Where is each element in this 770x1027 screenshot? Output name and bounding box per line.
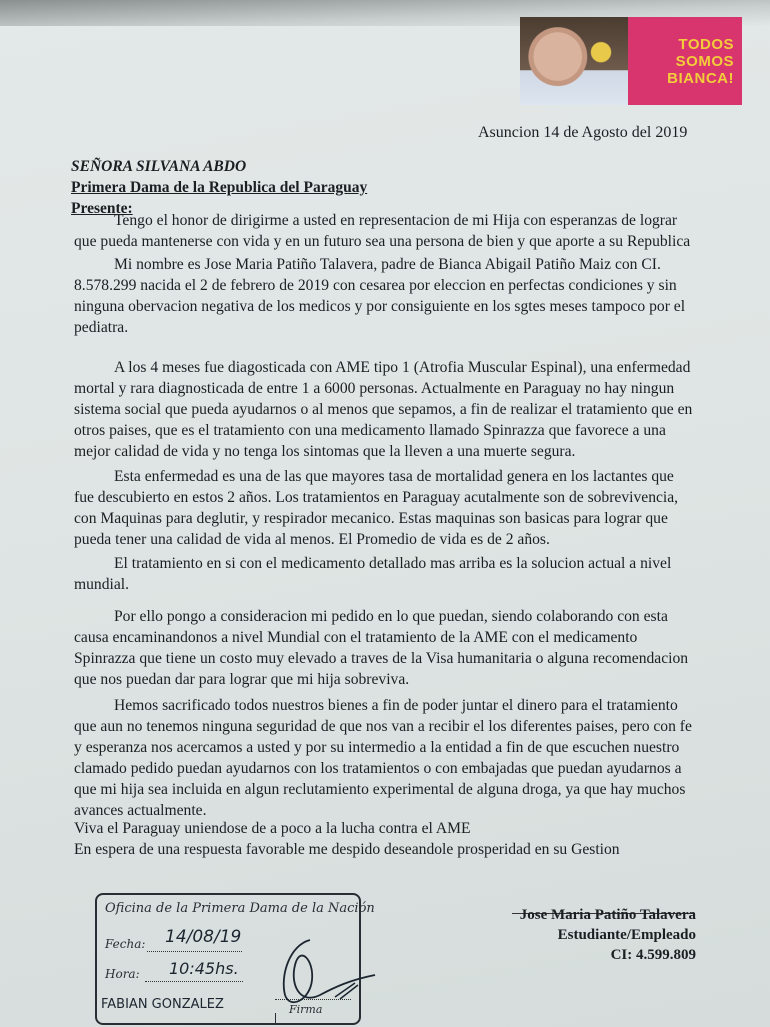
text-line: En espera de una respuesta favorable me despido deseandole prosperidad en su Gestion: [74, 841, 620, 858]
stamp-hora-value: 10:45hs.: [169, 959, 239, 978]
signer-name: Jose Maria Patiño Talavera: [519, 907, 696, 923]
stamp-hora-label: Hora:: [105, 967, 140, 981]
slogan-line: SOMOS: [675, 52, 734, 70]
text-line: Mi nombre es Jose Maria Patiño Talavera, padre de Bianca Abigail Patiño Maiz con CI.: [114, 256, 661, 273]
text-line: avances actualmente.: [74, 802, 207, 819]
text-line: que aun no tenemos ninguna seguridad de que nos van a recibir el los diferentes paises, pero con fe: [74, 718, 692, 735]
recipient-title: Primera Dama de la Republica del Paraguay: [71, 179, 368, 196]
text-line: que mi hija sea incluida en algun reclutamiento experimental de alguna droga, ya que hay muchos: [74, 781, 686, 798]
recipient-name: SEÑORA SILVANA ABDO: [71, 158, 247, 175]
stamp-received-by: FABIAN GONZALEZ: [101, 997, 224, 1012]
text-line: Tengo el honor de dirigirme a usted en representacion de mi Hija con esperanzas de lograr: [114, 212, 678, 229]
body-paragraph: [74, 254, 685, 338]
text-line: pueda tener una calidad de vida al menos. El Promedio de vida es de 2 años.: [74, 531, 550, 548]
slogan-line: BIANCA!: [667, 69, 734, 87]
text-line: clamado pedido puedan ayudarnos con los tratamientos o con embajadas que puedan ayudarnos a: [74, 760, 682, 777]
text-line: Hemos sacrificado todos nuestros bienes a fin de poder juntar el dinero para el tratamiento: [114, 697, 678, 714]
text-line: Viva el Paraguay uniendose de a poco a la lucha contra el AME: [74, 820, 471, 837]
text-line: y esperanza nos acercamos a usted y por su intermedio a la entidad a fin de que escuchen nuestro: [74, 739, 680, 756]
greeting: Presente:: [71, 200, 133, 217]
text-line: causa encaminandonos a nivel Mundial con el tratamiento de la AME con el medicamento: [74, 629, 638, 646]
text-line: mundial.: [74, 576, 130, 593]
text-line: pediatra.: [74, 319, 129, 336]
text-line: fue descubierto en estos 2 años. Los tratamientos en Paraguay acutalmente son de sobrevivencia,: [74, 489, 679, 506]
slogan-line: TODOS: [678, 35, 734, 53]
text-line: sistema social que pueda ayudarnos o al menos que sepamos, a fin de realizar el tratamiento que en: [74, 401, 693, 418]
text-line: 8.578.299 nacida el 2 de febrero de 2019 con cesarea por eleccion en perfectas condiciones y sin: [74, 277, 677, 294]
text-line: que nos puedan dar para lograr que mi hija sobreviva.: [74, 671, 410, 688]
text-line: mortal y rara diagnosticada de entre 1 a 6000 personas. Actualmente en Paraguay no hay ningun: [74, 380, 675, 397]
body-paragraph: [74, 357, 692, 462]
stamp-fecha-value: 14/08/19: [165, 927, 242, 947]
text-line: ninguna obervacion negativa de los medicos y por consiguiente en los sgtes meses tampoco por el: [74, 298, 686, 315]
body-paragraph: [74, 466, 678, 550]
stamp-firma-label: Firma: [289, 1003, 323, 1016]
body-paragraph: [74, 695, 692, 821]
baby-photo: [520, 17, 628, 105]
closing-remarks: [74, 818, 620, 860]
stamp-fecha-label: Fecha:: [105, 937, 146, 951]
text-line: mejor calidad de vida y no tenga los sintomas que la lleven a una muerte segura.: [74, 443, 576, 460]
handwritten-signature: [240, 935, 380, 1015]
text-line: otros paises, que es el tratamiento con una medicamento llamado Spinrazza que favorece a una: [74, 422, 666, 439]
text-line: con Maquinas para deglutir, y respirador mecanico. Estas maquinas son basicas para lograr que: [74, 510, 668, 527]
text-line: El tratamiento en si con el medicamento detallado mas arriba es la solucion actual a nivel: [114, 555, 672, 572]
signer-role: Estudiante/Empleado: [557, 927, 696, 943]
letter-date: Asuncion 14 de Agosto del 2019: [478, 124, 688, 141]
signer-ci: CI: 4.599.809: [610, 947, 696, 963]
body-paragraph: [74, 606, 688, 690]
body-paragraph: [74, 210, 690, 252]
text-line: Por ello pongo a consideracion mi pedido en lo que puedan, siendo colaborando con esta: [114, 608, 668, 625]
text-line: Spinrazza que tiene un costo muy elevado a traves de la Visa humanitaria o alguna recomendacion: [74, 650, 689, 667]
todos-somos-bianca-banner: [520, 17, 742, 105]
banner-slogan: [628, 17, 742, 105]
signature-block: [500, 905, 696, 965]
stamp-title: Oficina de la Primera Dama de la Nación: [105, 901, 375, 916]
body-paragraph: [74, 553, 671, 595]
text-line: Esta enfermedad es una de las que mayores tasa de mortalidad genera en los lactantes que: [114, 468, 674, 485]
text-line: que pueda mantenerse con vida y en un futuro sea una persona de bien y que aporte a su Republica: [74, 233, 691, 250]
text-line: A los 4 meses fue diagosticada con AME tipo 1 (Atrofia Muscular Espinal), una enfermedad: [114, 359, 691, 376]
